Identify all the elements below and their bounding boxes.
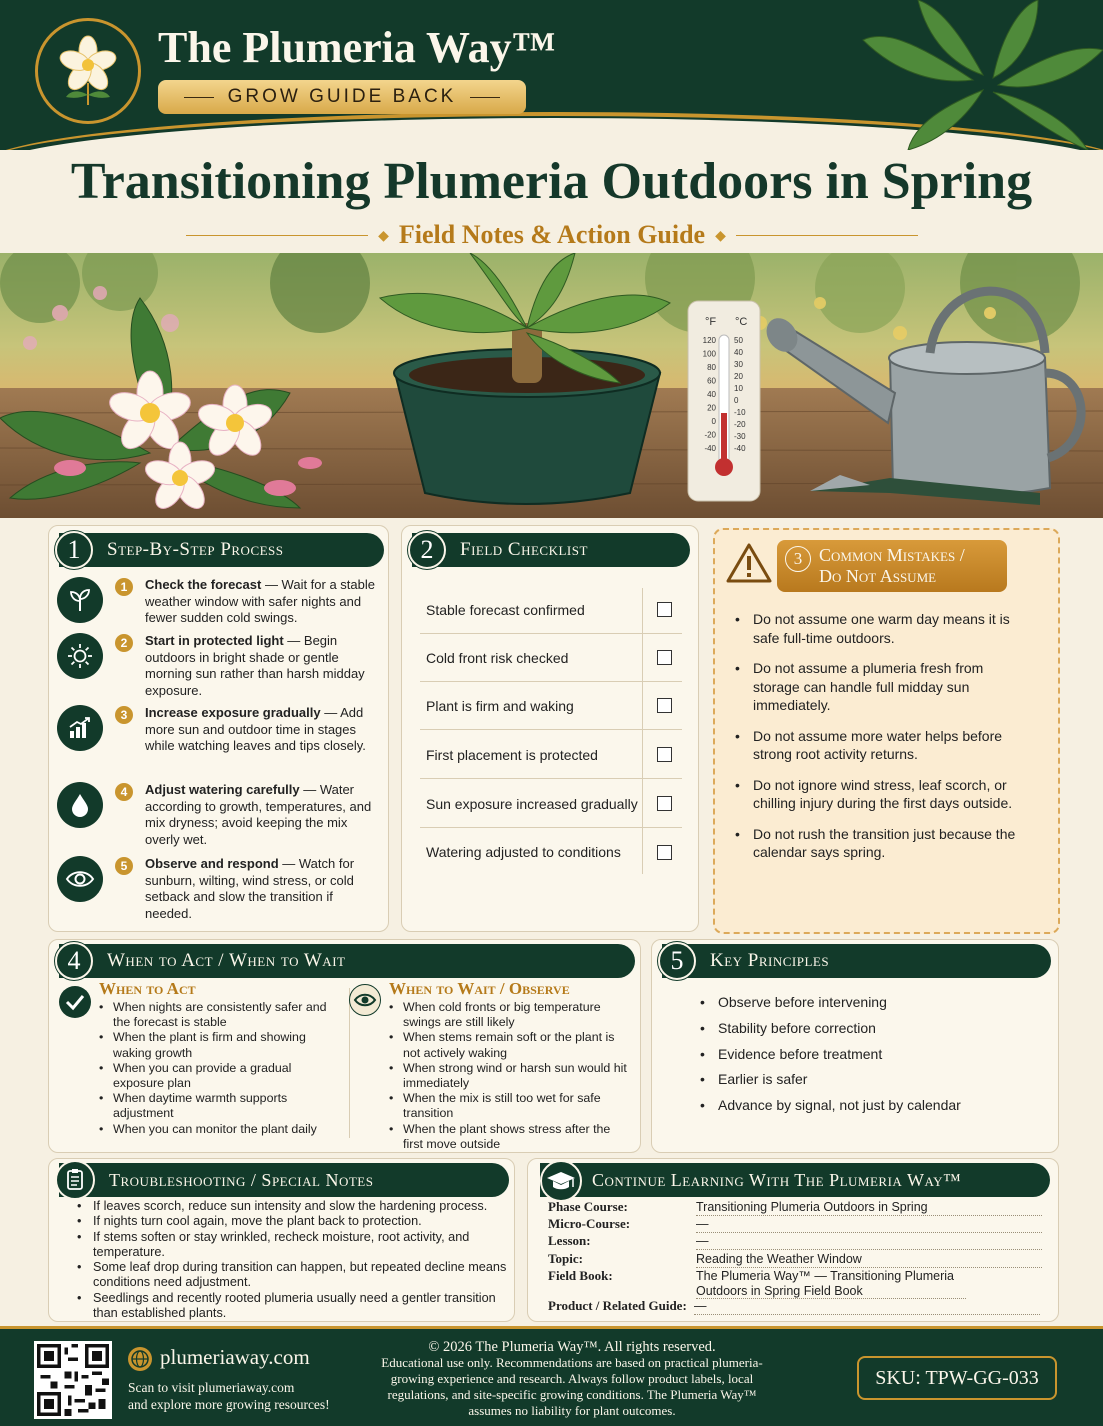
step-number: 4: [115, 783, 133, 801]
learning-key: Product / Related Guide:: [548, 1298, 687, 1313]
disclaimer: Educational use only. Recommendations are based on practical plumeria-growing experience and research. Always follow product labels, local regulations, and site-specific growing conditions. The Plumeria Way™ assumes no liability for plant outcomes.: [381, 1355, 763, 1418]
when-to-act-header: [59, 944, 635, 978]
step-body: — Add more sun and outdoor time in stages while watching leaves and tips closely.: [145, 705, 366, 753]
step-text: [145, 705, 377, 755]
grow-guide-badge: [158, 80, 526, 114]
growth-chart-icon: [57, 705, 103, 751]
learning-value: Transitioning Plumeria Outdoors in Spring: [696, 1200, 1042, 1216]
graduation-cap-icon: [540, 1160, 582, 1202]
checklist-item[interactable]: [420, 780, 682, 828]
act-item: • When nights are consistently safer and the forecast is stable: [99, 1000, 339, 1030]
checklist-label: Stable forecast confirmed: [426, 601, 585, 618]
wait-item: • When cold fronts or big temperature swings are still likely: [389, 1000, 629, 1030]
thermo-tick-c: -40: [734, 444, 746, 453]
learning-value: Reading the Weather Window: [696, 1252, 1042, 1268]
section-number-4: 4: [55, 942, 93, 980]
page-title: Transitioning Plumeria Outdoors in Spring: [70, 153, 1033, 210]
troubleshooting-item: • If leaves scorch, reduce sun intensity and slow the hardening process.: [77, 1199, 517, 1214]
sku-badge: SKU: TPW-GG-033: [857, 1356, 1057, 1400]
step-text: [145, 633, 377, 699]
step-number: 2: [115, 634, 133, 652]
troubleshooting-item: • If nights turn cool again, move the plant back to protection.: [77, 1214, 517, 1229]
checklist-item[interactable]: [420, 682, 682, 730]
clipboard-icon: [55, 1160, 95, 1200]
brand-name: The Plumeria Way™: [158, 23, 556, 72]
thermo-tick-c: -20: [734, 420, 746, 429]
learning-row: [548, 1234, 1043, 1252]
step-number: 3: [115, 706, 133, 724]
act-item: • When daytime warmth supports adjustment: [99, 1091, 339, 1121]
seedling-icon: [57, 577, 103, 623]
checklist-label: First placement is protected: [426, 746, 598, 763]
checklist-label: Plant is firm and waking: [426, 697, 574, 714]
step-heading: Increase exposure gradually: [145, 705, 321, 720]
step-text: [145, 782, 377, 848]
checkbox[interactable]: [657, 650, 672, 665]
principles-list: [700, 990, 961, 1119]
field-checklist-panel: [401, 525, 699, 932]
sun-icon: [57, 633, 103, 679]
thermo-tick-f: -20: [704, 430, 716, 440]
plumeria-flower-icon: [48, 31, 128, 111]
principle-item: • Observe before intervening: [700, 990, 961, 1016]
checkbox[interactable]: [657, 698, 672, 713]
learning-row: [548, 1269, 1043, 1301]
troubleshooting-panel: [48, 1158, 515, 1322]
learning-key: Phase Course:: [548, 1199, 628, 1214]
mistake-item: • Do not assume a plumeria fresh from storage can handle full midday sun immediately.: [735, 659, 1030, 715]
act-item: • When you can provide a gradual exposure plan: [99, 1061, 339, 1091]
thermo-tick-f: 40: [707, 390, 716, 399]
warning-icon: [725, 542, 773, 584]
thermo-unit-c: °C: [735, 316, 748, 328]
troubleshooting-list: [77, 1199, 517, 1321]
step-heading: Start in protected light: [145, 633, 284, 648]
checkbox[interactable]: [657, 845, 672, 860]
thermo-tick-c: -30: [734, 432, 746, 441]
copyright: © 2026 The Plumeria Way™. All rights reserved.: [428, 1339, 716, 1355]
water-drop-icon: [57, 782, 103, 828]
step-body: — Watch for sunburn, wilting, wind stress, or cold setback and slow the transition if needed.: [145, 856, 355, 921]
troubleshooting-item: • Some leaf drop during transition can happen, but repeated decline means conditions need adjustment.: [77, 1260, 517, 1291]
legal-notice: [372, 1339, 772, 1419]
learning-value: —: [694, 1299, 1040, 1315]
field-checklist-header: [412, 533, 690, 567]
principle-item: • Earlier is safer: [700, 1067, 961, 1093]
principle-item: • Evidence before treatment: [700, 1042, 961, 1068]
footer: [0, 1326, 1103, 1426]
step-body: — Wait for a stable weather window with safer nights and fewer sudden cold swings.: [145, 577, 375, 625]
step-number: 5: [115, 857, 133, 875]
act-list: [99, 1000, 339, 1137]
thermo-tick-c: -10: [734, 408, 746, 417]
when-to-act-title: When to Act / When to Wait: [107, 950, 346, 971]
checklist-label: Watering adjusted to conditions: [426, 844, 621, 860]
troubleshooting-title: Troubleshooting / Special Notes: [109, 1169, 374, 1190]
scan-line-2: and explore more growing resources!: [128, 1397, 330, 1412]
checklist-label: Sun exposure increased gradually: [426, 795, 638, 812]
eye-icon: [57, 856, 103, 902]
learning-key: Lesson:: [548, 1233, 591, 1248]
wait-list: [389, 1000, 629, 1152]
thermo-tick-f: 120: [702, 336, 716, 345]
thermo-tick-c: 30: [734, 360, 743, 369]
troubleshooting-item: • Seedlings and recently rooted plumeria usually need a gentler transition than established plants.: [77, 1291, 517, 1322]
step-text: [145, 856, 377, 922]
thermo-tick-c: 40: [734, 348, 743, 357]
scan-line-1: Scan to visit plumeriaway.com: [128, 1380, 295, 1395]
step-heading: Adjust watering carefully: [145, 782, 300, 797]
learning-key: Micro-Course:: [548, 1216, 631, 1231]
wait-item: • When strong wind or harsh sun would hit immediately: [389, 1061, 629, 1091]
step-by-step-header: [59, 533, 384, 567]
principle-item: • Advance by signal, not just by calendar: [700, 1093, 961, 1119]
step-body: — Begin outdoors in bright shade or gentle morning sun rather than harsh midday exposure.: [145, 633, 365, 698]
section-number-2: 2: [408, 531, 446, 569]
key-principles-panel: [651, 939, 1059, 1153]
checklist-item[interactable]: [420, 586, 682, 634]
common-mistakes-header: [777, 540, 1007, 592]
key-principles-title: Key Principles: [710, 950, 830, 971]
common-mistakes-panel: [713, 528, 1060, 934]
thermo-tick-f: -40: [704, 444, 716, 453]
learning-value: The Plumeria Way™ — Transitioning Plumeria Outdoors in Spring Field Book: [696, 1269, 966, 1299]
hero-image: [0, 253, 1103, 518]
thermo-tick-c: 20: [734, 372, 743, 381]
step-number: 1: [115, 578, 133, 596]
act-column-title: When to Act: [99, 979, 196, 998]
act-item: • When the plant is firm and showing waking growth: [99, 1030, 339, 1060]
checkbox[interactable]: [657, 602, 672, 617]
continue-learning-title: Continue Learning With The Plumeria Way™: [592, 1169, 962, 1190]
checklist-item[interactable]: [420, 731, 682, 779]
website-link[interactable]: plumeriaway.com: [160, 1345, 310, 1369]
step-by-step-panel: [48, 525, 389, 932]
thermo-tick-f: 100: [702, 349, 716, 359]
thermo-tick-f: 60: [707, 376, 716, 386]
thermo-tick-f: 80: [707, 363, 716, 372]
continue-learning-panel: [527, 1158, 1059, 1322]
section-number-5: 5: [658, 942, 696, 980]
plumeria-logo: [35, 18, 141, 124]
act-item: • When you can monitor the plant daily: [99, 1122, 339, 1137]
step-text: [145, 577, 377, 627]
learning-value: —: [696, 1234, 1042, 1250]
step-heading: Check the forecast: [145, 577, 262, 592]
common-mistakes-title-line2: Do Not Assume: [819, 566, 937, 586]
subtitle-row: ◆ Field Notes & Action Guide ◆: [186, 220, 918, 250]
principle-item: • Stability before correction: [700, 1016, 961, 1042]
hero-illustration: [0, 253, 1103, 518]
checklist-item[interactable]: [420, 828, 682, 876]
learning-value: —: [696, 1217, 1042, 1233]
thermo-tick-c: 0: [734, 396, 739, 405]
mistake-item: • Do not assume one warm day means it is safe full-time outdoors.: [735, 610, 1030, 647]
common-mistakes-title-line1: Common Mistakes /: [819, 545, 965, 565]
mistakes-list: [735, 610, 1030, 874]
qr-code[interactable]: [34, 1341, 112, 1419]
troubleshooting-item: • If stems soften or stay wrinkled, recheck moisture, root activity, and temperature.: [77, 1230, 517, 1261]
thermo-unit-f: °F: [705, 316, 717, 328]
mistake-item: • Do not ignore wind stress, leaf scorch, or chilling injury during the first days outside.: [735, 776, 1030, 813]
step-heading: Observe and respond: [145, 856, 279, 871]
key-principles-header: [662, 944, 1051, 978]
learning-key: Field Book:: [548, 1268, 613, 1283]
thermo-tick-f: 0: [711, 417, 716, 426]
checklist-label: Cold front risk checked: [426, 649, 569, 666]
section-number-1: 1: [55, 531, 93, 569]
page-subtitle: Field Notes & Action Guide: [398, 220, 706, 249]
grow-guide-label: GROW GUIDE BACK: [227, 86, 457, 107]
checkbox[interactable]: [657, 747, 672, 762]
learning-row: [548, 1252, 1043, 1270]
scan-text: [128, 1379, 378, 1413]
globe-icon: [128, 1347, 152, 1371]
learning-key: Topic:: [548, 1251, 583, 1266]
mistake-item: • Do not assume more water helps before strong root activity returns.: [735, 727, 1030, 764]
eye-icon: [349, 984, 381, 1016]
when-to-act-panel: [48, 939, 641, 1153]
mistake-item: • Do not rush the transition just because the calendar says spring.: [735, 825, 1030, 862]
learning-row: [548, 1217, 1043, 1235]
step-body: — Water according to growth, temperatures, and mix dryness; avoid keeping the mix overly wet.: [145, 782, 372, 847]
checkbox[interactable]: [657, 796, 672, 811]
wait-item: • When the mix is still too wet for safe transition: [389, 1091, 629, 1121]
checklist-item[interactable]: [420, 634, 682, 682]
thermo-tick-c: 10: [734, 384, 743, 393]
troubleshooting-header: [59, 1163, 509, 1197]
thermo-tick-c: 50: [734, 336, 743, 345]
learning-row: [548, 1299, 1043, 1317]
wait-column-title: When to Wait / Observe: [389, 979, 570, 998]
field-checklist-title: Field Checklist: [460, 539, 588, 560]
wait-item: • When the plant shows stress after the first move outside: [389, 1122, 629, 1152]
thermo-tick-f: 20: [707, 403, 716, 413]
continue-learning-header: [540, 1163, 1050, 1197]
leaves-decoration-icon: [823, 0, 1103, 150]
section-number-3: 3: [785, 546, 811, 572]
checkmark-icon: [59, 986, 91, 1018]
step-by-step-title: Step-By-Step Process: [107, 539, 284, 560]
wait-item: • When stems remain soft or the plant is not actively waking: [389, 1030, 629, 1060]
